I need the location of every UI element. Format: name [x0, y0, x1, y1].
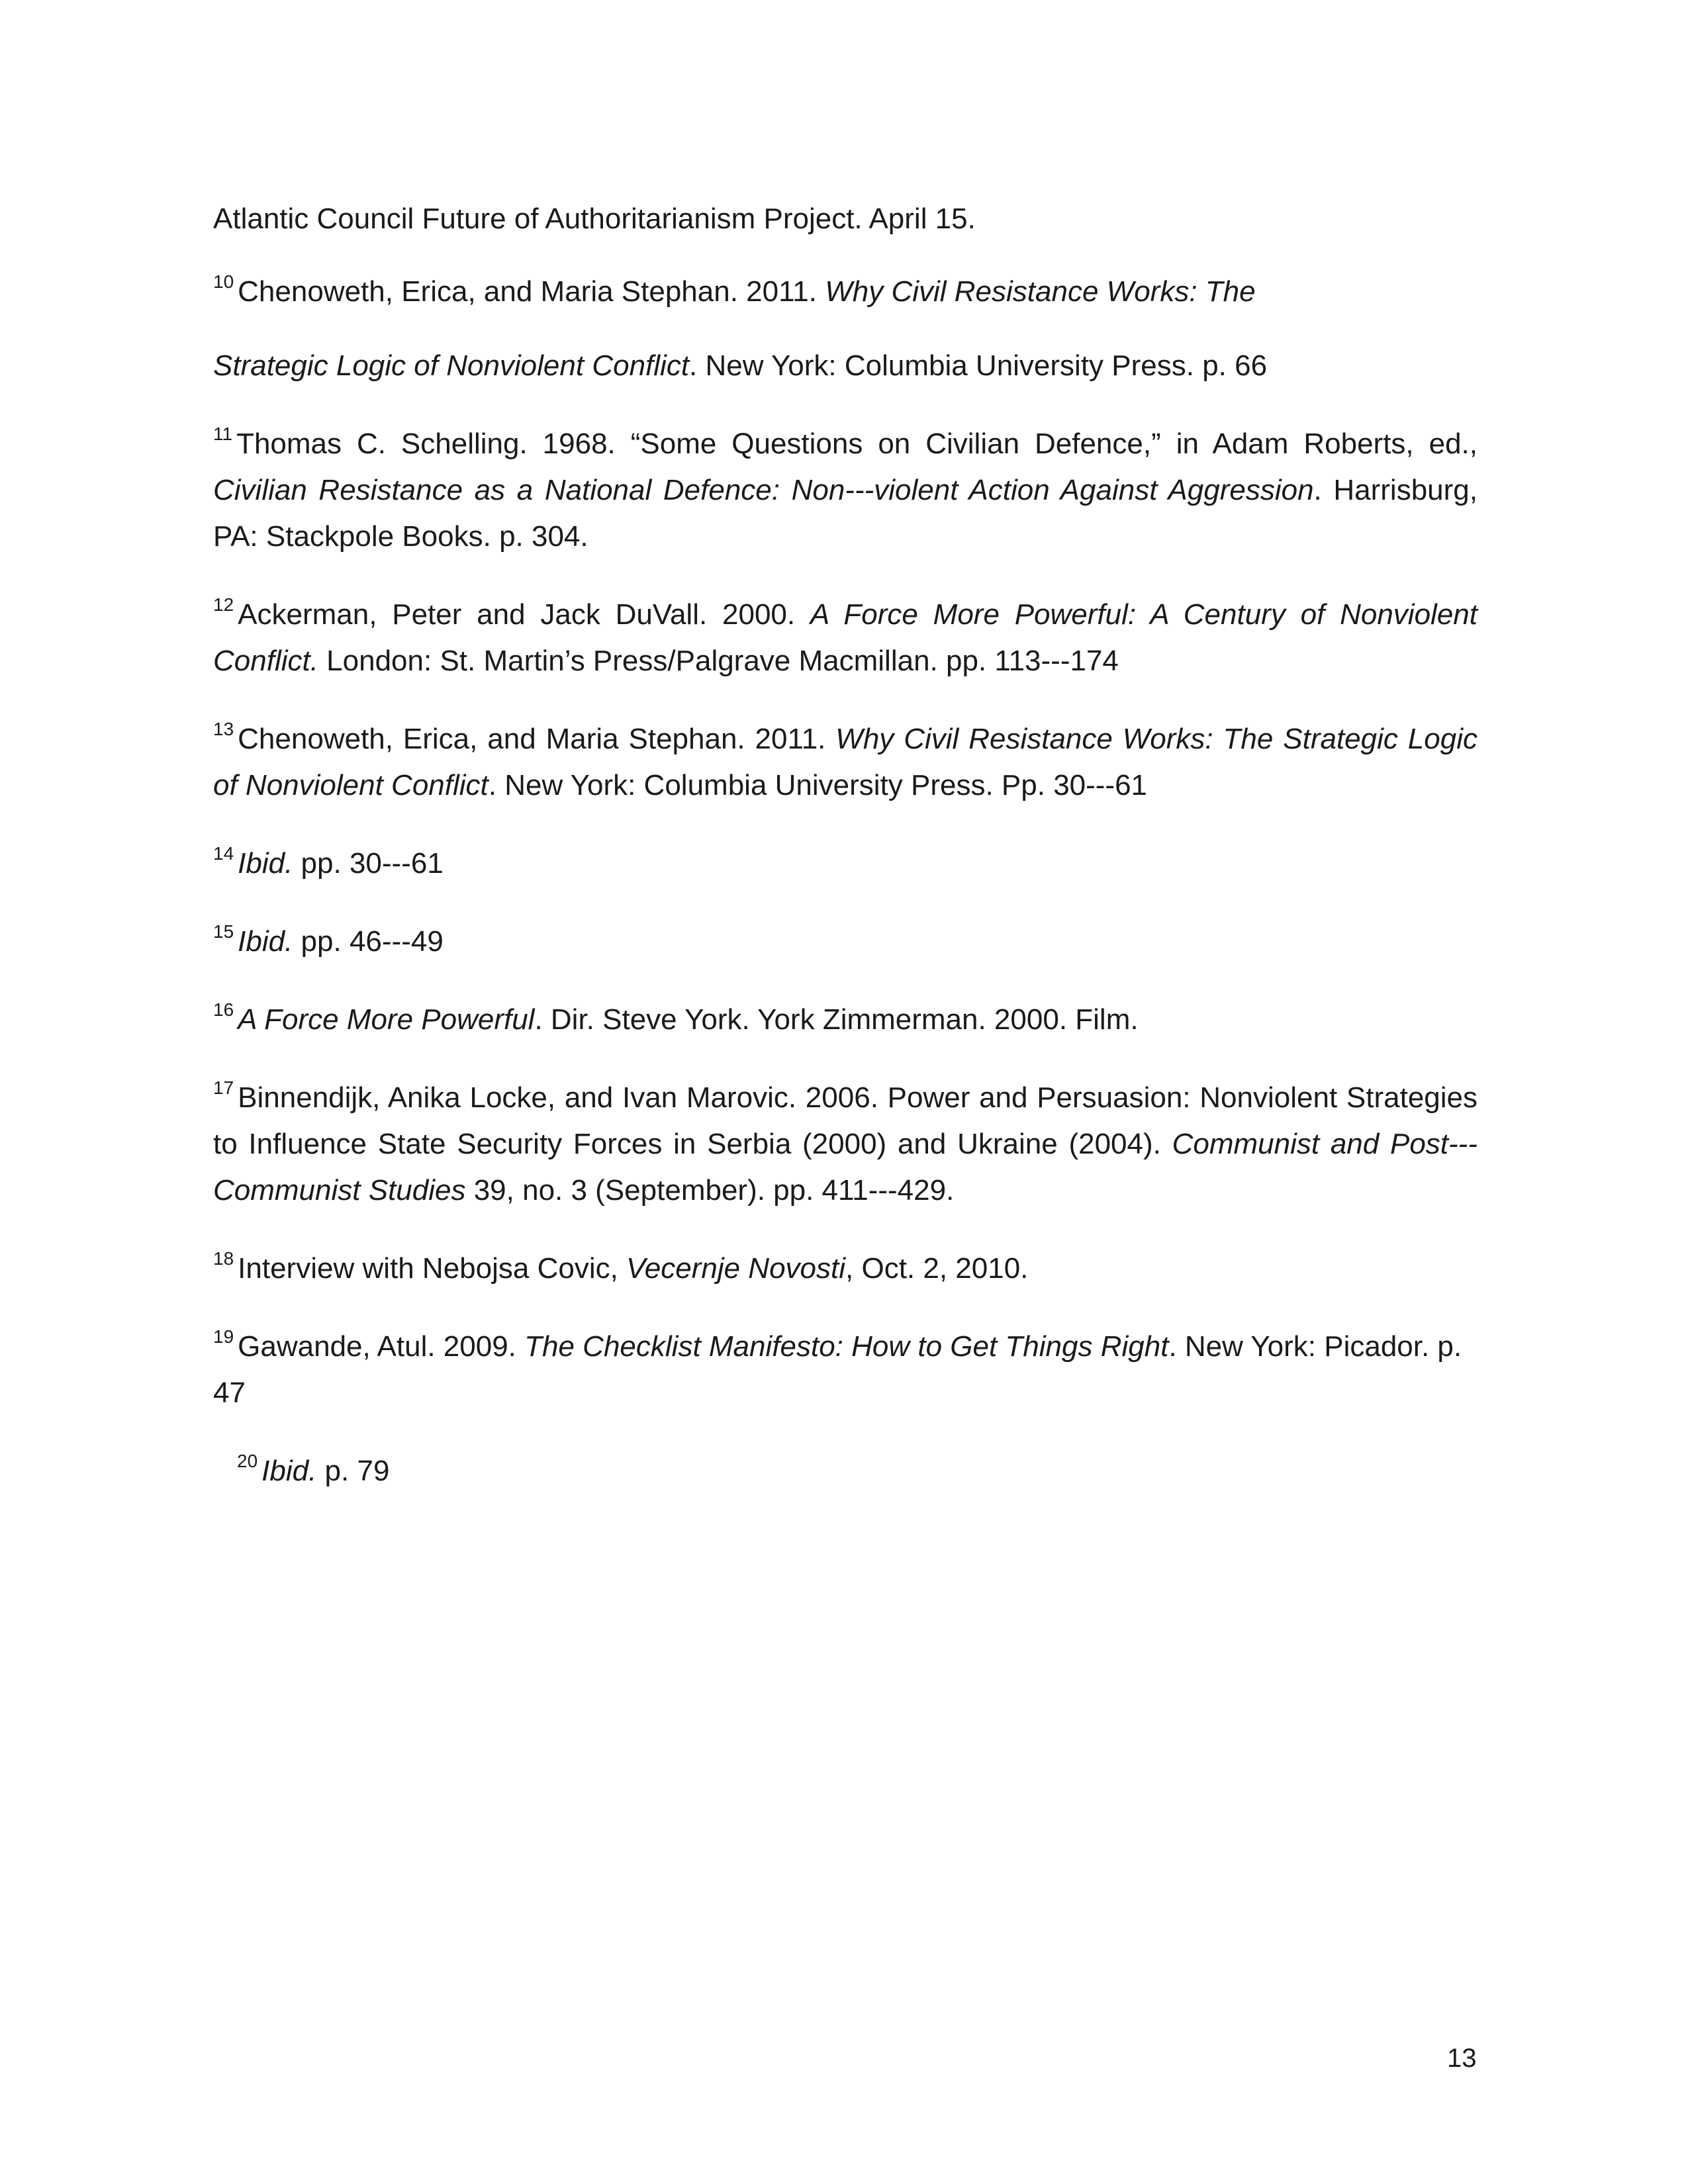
- endnote-16: [213, 997, 1477, 1043]
- endnote-number: 12: [213, 594, 234, 615]
- endnote-title: A Force More Powerful: [238, 1003, 535, 1036]
- endnote-12: [213, 592, 1477, 684]
- endnote-10: [213, 269, 1477, 315]
- endnote-title: Ibid.: [261, 1455, 317, 1487]
- endnote-text: . Dir. Steve York. York Zimmerman. 2000. Film.: [534, 1003, 1139, 1036]
- endnote-title: Vecernje Novosti: [626, 1252, 846, 1285]
- endnotes-list: [213, 196, 1477, 1526]
- endnote-text: London: St. Martin’s Press/Palgrave Macmillan. pp. 113---174: [318, 645, 1119, 677]
- endnote-number: 16: [213, 999, 234, 1021]
- endnote-number: 19: [213, 1326, 234, 1347]
- endnote-title: A Force More Powerful: A Century of Nonviolent Conflict.: [213, 598, 1477, 677]
- endnote-20: [213, 1448, 1477, 1494]
- endnote-text: pp. 30---61: [293, 847, 444, 880]
- endnote-13: [213, 716, 1477, 809]
- endnote-17: [213, 1075, 1477, 1214]
- endnote-text: Atlantic Council Future of Authoritarianism Project. April 15.: [213, 203, 976, 235]
- endnote-10-line2: [213, 343, 1477, 389]
- endnote-11: [213, 421, 1477, 560]
- endnote-text: . New York: Columbia University Press. p. 66: [689, 349, 1268, 382]
- endnote-9-continuation: [213, 196, 1477, 242]
- endnote-15: [213, 919, 1477, 965]
- endnote-text: Chenoweth, Erica, and Maria Stephan. 2011.: [238, 723, 836, 755]
- endnote-number: 17: [213, 1077, 234, 1099]
- endnote-title: The Checklist Manifesto: How to Get Things Right: [524, 1330, 1169, 1363]
- endnote-text: Interview with Nebojsa Covic,: [238, 1252, 627, 1285]
- endnote-text: pp. 46---49: [293, 925, 444, 958]
- endnote-title: Why Civil Resistance Works: The Strategic Logic of Nonviolent Conflict: [213, 723, 1477, 801]
- endnote-text: Chenoweth, Erica, and Maria Stephan. 2011.: [238, 275, 825, 308]
- endnote-text: Ackerman, Peter and Jack DuVall. 2000.: [238, 598, 810, 631]
- endnote-number: 20: [237, 1451, 258, 1472]
- endnote-18: [213, 1246, 1477, 1292]
- endnote-number: 18: [213, 1248, 234, 1269]
- endnote-title: Why Civil Resistance Works: The: [825, 275, 1256, 308]
- endnote-number: 15: [213, 921, 234, 942]
- page-number: 13: [1447, 2044, 1477, 2073]
- endnote-text: 39, no. 3 (September). pp. 411---429.: [465, 1174, 955, 1206]
- endnote-text: . New York: Columbia University Press. Pp. 30---61: [488, 769, 1148, 801]
- endnote-19: [213, 1324, 1477, 1416]
- endnote-number: 14: [213, 843, 234, 864]
- endnote-number: 10: [213, 271, 234, 293]
- endnote-14: [213, 841, 1477, 887]
- endnote-title: Strategic Logic of Nonviolent Conflict: [213, 349, 690, 382]
- endnote-title: Ibid.: [238, 925, 293, 958]
- endnote-title: Communist and Post---Communist Studies: [213, 1128, 1477, 1206]
- endnote-title: Ibid.: [238, 847, 293, 880]
- endnote-number: 13: [213, 719, 234, 740]
- endnote-number: 11: [213, 424, 233, 445]
- endnote-text: Binnendijk, Anika Locke, and Ivan Marovic. 2006. Power and Persuasion: Nonviolent Strategies to Influence State Security Forces in Serbia (2000) and Ukraine (2004).: [213, 1081, 1477, 1160]
- endnote-text: p. 79: [316, 1455, 390, 1487]
- endnote-text: . Harrisburg, PA: Stackpole Books. p. 304.: [213, 474, 1477, 553]
- endnote-text: Gawande, Atul. 2009.: [238, 1330, 525, 1363]
- endnote-text: Thomas C. Schelling. 1968. “Some Questions on Civilian Defence,” in Adam Roberts, ed.,: [236, 428, 1477, 460]
- endnote-text: . New York: Picador. p. 47: [213, 1330, 1462, 1409]
- endnote-title: Civilian Resistance as a National Defence: Non---violent Action Against Aggression: [213, 474, 1314, 506]
- endnote-text: , Oct. 2, 2010.: [845, 1252, 1029, 1285]
